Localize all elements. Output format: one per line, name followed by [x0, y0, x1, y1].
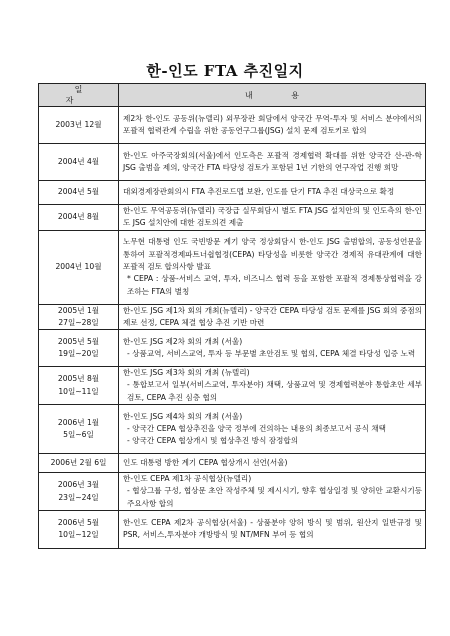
date-text: 2006년 3월 — [57, 480, 100, 490]
date-text: 2004년 4월 — [57, 156, 100, 166]
row-date — [39, 205, 119, 231]
content-line: 인도 대통령 방한 계기 CEPA 협상개시 선언(서울) — [123, 457, 288, 467]
date-text: 5일~6일 — [63, 430, 94, 440]
row-date — [39, 454, 119, 473]
content-column-header: 내 용 — [119, 84, 426, 107]
row-content — [119, 367, 426, 405]
row-content — [119, 205, 426, 231]
content-line: * CEPA : 상품-서비스 교역, 투자, 비즈니스 협력 등을 포함한 포괄적 경제통상협력을 강조하는 FTA의 별칭 — [127, 274, 422, 296]
date-text: 2005년 8월 — [57, 374, 100, 384]
content-line: 한-인도 무역공동위(뉴델리) 국장급 실무회담시 별도 FTA JSG 설치안의 및 인도측의 한-인도 JSG 설치안에 대한 검토의견 제출 — [123, 206, 422, 228]
row-content — [119, 510, 426, 548]
row-date — [39, 367, 119, 405]
page-title: 한-인도 FTA 추진일지 — [146, 62, 304, 80]
row-date — [39, 181, 119, 205]
date-text: 23일~24일 — [58, 492, 99, 502]
table-row — [39, 473, 426, 511]
date-column-header: 일 자 — [39, 84, 119, 107]
row-date — [39, 230, 119, 304]
content-line: - 통합보고서 일부(서비스교역, 투자분야) 채택, 상품교역 및 경제협력분야 통합초안 세부 검토, CEPA 추진 심층 협의 — [127, 380, 422, 402]
content-line: 한-인도 JSG 제2차 회의 개최 (서울) — [123, 336, 243, 346]
table-row — [39, 304, 426, 330]
row-date — [39, 330, 119, 367]
date-text: 2004년 10월 — [55, 261, 102, 271]
row-content — [119, 144, 426, 181]
table-row — [39, 181, 426, 205]
row-content — [119, 454, 426, 473]
content-line: 한-인도 JSG 제3차 회의 개최 (뉴델리) — [123, 368, 250, 378]
content-line: 한-인도 CEPA 제2차 공식협상(서울) - 상품분야 양허 방식 및 범위, 원산지 일반규정 및 PSR, 서비스,투자분야 개방방식 및 NT/MFN 부여 등 협의 — [123, 518, 422, 540]
row-date — [39, 107, 119, 144]
row-content — [119, 405, 426, 454]
content-line: 한-인도 아주국장회의(서울)에서 인도측은 포괄적 경제협력 확대를 위한 양국간 산-관-학 JSG 출범을 제의, 양국간 FTA 타당성 검토가 포함된 1년 기한의 연구작업 진행 희망 — [123, 150, 422, 172]
row-date — [39, 405, 119, 454]
row-date — [39, 510, 119, 548]
table-row — [39, 144, 426, 181]
table-row — [39, 510, 426, 548]
row-content — [119, 230, 426, 304]
table-row — [39, 405, 426, 454]
content-line: - 양국간 CEPA 협상개시 및 협상추진 방식 잠정합의 — [127, 436, 299, 446]
table-row — [39, 367, 426, 405]
row-date — [39, 144, 119, 181]
row-content — [119, 330, 426, 367]
table-row — [39, 107, 426, 144]
table-row — [39, 230, 426, 304]
table-row — [39, 205, 426, 231]
content-line: 한-인도 JSG 제1차 회의 개최(뉴델리) - 양국간 CEPA 타당성 검토 문제를 JSG 회의 중점의제로 선정, CEPA 체결 협상 추진 기반 마련 — [123, 305, 422, 327]
content-line: - 양국간 CEPA 협상추진을 양국 정부에 건의하는 내용의 최종보고서 공식 채택 — [127, 423, 386, 433]
date-text: 2004년 8월 — [57, 212, 100, 222]
date-text: 2004년 5월 — [57, 187, 100, 197]
table-header-row — [39, 84, 426, 107]
row-date — [39, 304, 119, 330]
table-row — [39, 454, 426, 473]
date-text: 10일~11일 — [58, 386, 99, 396]
timeline-table — [38, 83, 426, 549]
date-text: 2006년 1월 — [57, 417, 100, 427]
content-line: 제2차 한-인도 공동위(뉴델리) 외무장관 회담에서 양국간 무역-투자 및 서비스 분야에서의 포괄적 협력관계 수립을 위한 공동연구그룹(JSG) 설치 문제 검토키로 합의 — [123, 113, 422, 135]
row-date — [39, 473, 119, 511]
table-row — [39, 330, 426, 367]
date-text: 27일~28일 — [58, 317, 99, 327]
content-line: - 협상그룹 구성, 협상문 초안 작성주체 및 제시시기, 향후 협상일정 및 양허안 교환시기등 주요사항 합의 — [127, 486, 422, 508]
date-text: 2005년 5월 — [57, 336, 100, 346]
date-text: 2006년 5월 — [57, 518, 100, 528]
date-text: 19일~20일 — [58, 349, 99, 359]
date-text: 10일~12일 — [58, 530, 99, 540]
date-text: 2003년 12월 — [55, 119, 102, 129]
row-content — [119, 304, 426, 330]
content-line: - 상품교역, 서비스교역, 투자 등 부문별 초안검토 및 협의, CEPA 체결 타당성 입증 노력 — [127, 349, 416, 359]
row-content — [119, 473, 426, 511]
date-text: 2006년 2월 6일 — [50, 457, 107, 467]
content-line: 대외경제장관회의시 FTA 추진로드맵 보완, 인도를 단기 FTA 추진 대상국으로 확정 — [123, 187, 395, 197]
row-content — [119, 107, 426, 144]
date-text: 2005년 1월 — [57, 305, 100, 315]
content-line: 노무현 대통령 인도 국빈방문 계기 양국 정상회담시 한-인도 JSG 출범합의, 공동성언문을 통하여 포괄적경제파트너쉽협정(CEPA) 타당성을 비롯한 양국간 경제적 유대관계에 대한 포괄적 검토 합의사항 발표 — [123, 237, 422, 271]
content-line: 한-인도 JSG 제4차 회의 개최 (서울) — [123, 411, 243, 421]
content-line: 한-인도 CEPA 제1차 공식협상(뉴델리) — [123, 474, 252, 484]
row-content — [119, 181, 426, 205]
